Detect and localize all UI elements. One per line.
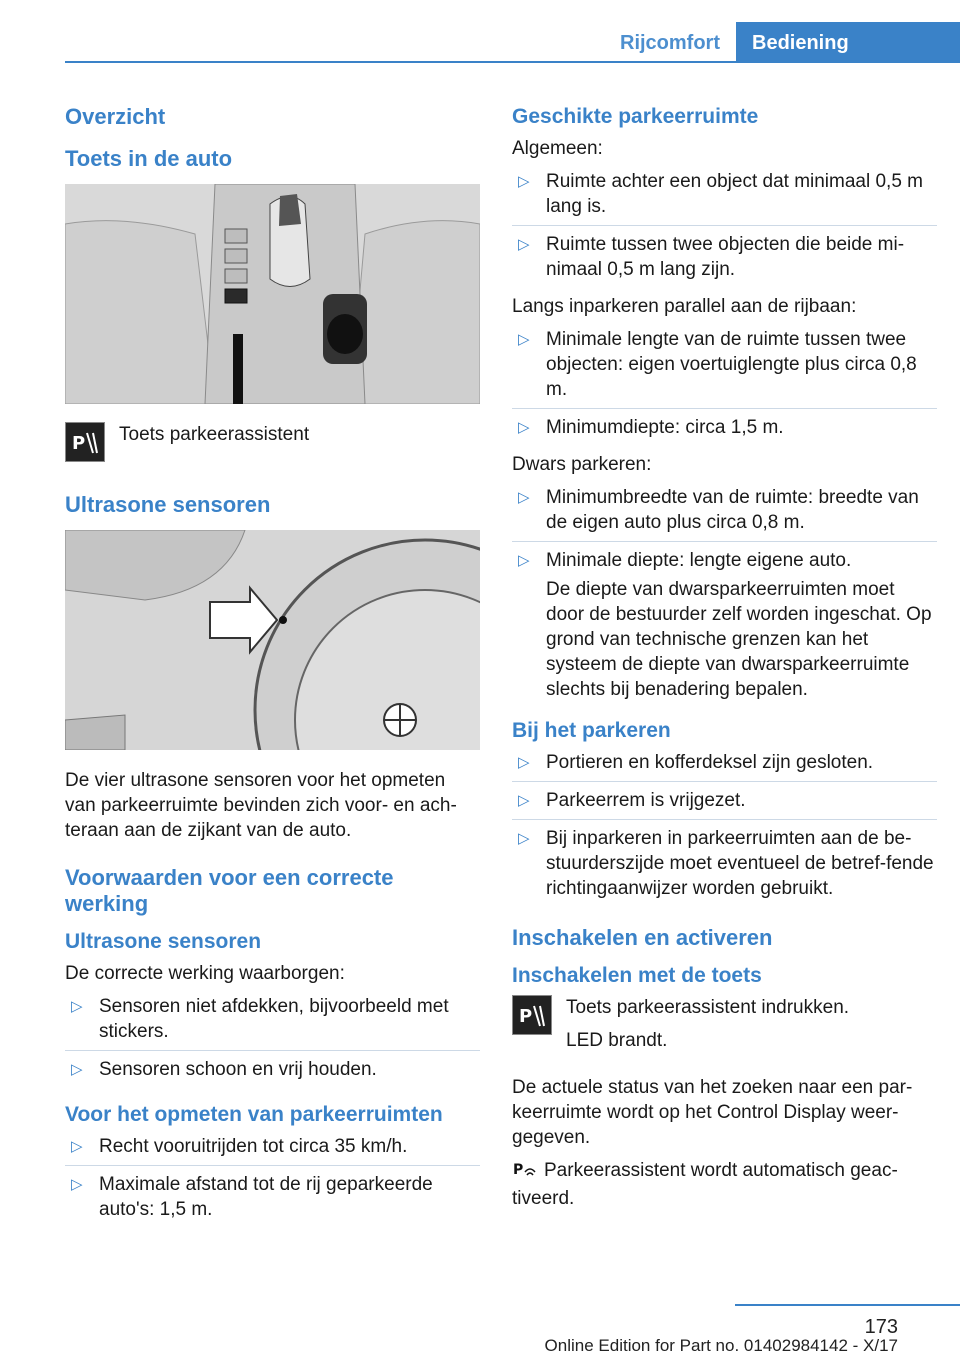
list-algemeen	[512, 169, 937, 288]
sensor-illustration	[65, 530, 480, 750]
triangle-bullet-icon: ▷	[518, 419, 530, 436]
triangle-bullet-icon: ▷	[71, 998, 83, 1015]
heading-inschakelen-activeren: Inschakelen en activeren	[512, 925, 773, 950]
toets-icon-row	[65, 422, 480, 462]
triangle-bullet-icon: ▷	[518, 754, 530, 771]
heading-inschakelen-met-toets: Inschakelen met de toets	[512, 964, 762, 987]
triangle-bullet-icon: ▷	[518, 830, 530, 847]
svg-text:P: P	[72, 433, 86, 454]
instruction-press: Toets parkeerassistent indrukken.	[566, 997, 850, 1018]
intro-correct: De correcte werking waarborgen:	[65, 963, 345, 984]
list-item: ▷ Parkeerrem is vrijgezet.	[512, 788, 937, 820]
heading-overzicht: Overzicht	[65, 104, 166, 129]
tab-rijcomfort[interactable]: Rijcomfort	[620, 32, 720, 54]
heading-geschikte-parkeerruimte: Geschikte parkeerruimte	[512, 105, 759, 128]
list-item: ▷ Minimumbreedte van de ruimte: breedte van de eigen auto plus circa 0,8 m.	[512, 485, 937, 542]
list-item: ▷ Minimumdiepte: circa 1,5 m.	[518, 417, 784, 438]
list-item: ▷ Minimale diepte: lengte eigene auto. De diepte van dwarsparkeerruimten moet door de bestuurder zelf worden ingeschat. Op grond van technische grenzen kan het systeem de diepte van dwarsparkeerruimte slechts bij benadering bepalen.	[512, 548, 937, 708]
tab-bediening[interactable]: Bediening	[736, 22, 960, 62]
heading-bij-het-parkeren: Bij het parkeren	[512, 719, 671, 742]
triangle-bullet-icon: ▷	[71, 1138, 83, 1155]
list-langs	[512, 327, 937, 446]
parking-assistant-button-icon	[65, 422, 105, 462]
list-item: ▷ Sensoren niet afdekken, bijvoorbeeld met stickers.	[65, 994, 480, 1051]
svg-text:P: P	[513, 1162, 524, 1178]
triangle-bullet-icon: ▷	[71, 1176, 83, 1193]
list-item: ▷ Sensoren schoon en vrij houden.	[71, 1059, 377, 1080]
list-item: ▷ Portieren en kofferdeksel zijn gesloten.	[512, 750, 937, 782]
list-opmeten	[65, 1134, 480, 1228]
footer-rule	[735, 1304, 960, 1306]
inschakelen-icon-row	[512, 995, 937, 1061]
list-item: ▷ Bij inparkeren in parkeerruimten aan de be-stuurderszijde moet eventueel de betref-fende richtingaanwijzer worden gebruikt.	[518, 828, 934, 899]
list-dwars	[512, 485, 937, 708]
list-item: ▷ Ruimte achter een object dat minimaal 0,5 m lang is.	[512, 169, 937, 226]
page-number: 173	[864, 1316, 898, 1338]
heading-opmeten: Voor het opmeten van parkeerruimten	[65, 1103, 443, 1126]
triangle-bullet-icon: ▷	[71, 1061, 83, 1078]
langs-label: Langs inparkeren parallel aan de rijbaan:	[512, 296, 857, 317]
triangle-bullet-icon: ▷	[518, 236, 530, 253]
triangle-bullet-icon: ▷	[518, 552, 530, 569]
instruction-led: LED brandt.	[566, 1030, 668, 1051]
inschakelen-instructions	[566, 995, 849, 1061]
heading-ultrasone-sensoren: Ultrasone sensoren	[65, 492, 271, 517]
triangle-bullet-icon: ▷	[518, 331, 530, 348]
status-text: De actuele status van het zoeken naar een par-keerruimte wordt op het Control Display weer-gegeven.	[512, 1077, 913, 1148]
dwars-note: De diepte van dwarsparkeerruimten moet door de bestuurder zelf worden ingeschat. Op grond van technische grenzen kan het systeem de diepte van dwarsparkeerruimte slechts bij benadering bepalen.	[546, 579, 932, 700]
parking-assistant-button-icon	[512, 995, 552, 1035]
triangle-bullet-icon: ▷	[518, 173, 530, 190]
sensor-description: De vier ultrasone sensoren voor het opmeten van parkeerruimte bevinden zich voor- en ach-teraan aan de zijkant van de auto.	[65, 770, 457, 841]
parking-assistant-symbol-icon	[512, 1159, 538, 1186]
list-item: ▷ Recht vooruitrijden tot circa 35 km/h.	[65, 1134, 480, 1166]
heading-toets-in-de-auto: Toets in de auto	[65, 146, 233, 171]
list-correct	[65, 994, 480, 1088]
right-column	[512, 98, 937, 1219]
svg-text:P: P	[519, 1006, 533, 1027]
triangle-bullet-icon: ▷	[518, 792, 530, 809]
console-illustration	[65, 184, 480, 404]
heading-voorwaarden: Voorwaarden voor een correcte werking	[65, 865, 394, 916]
list-item: ▷ Minimale lengte van de ruimte tussen twee objecten: eigen voertuiglengte plus circa 0,8 m.	[512, 327, 937, 409]
list-bij-parkeren	[512, 750, 937, 907]
auto-activated-line: P Parkeerassistent wordt automatisch geac-tiveerd.	[512, 1160, 898, 1209]
left-column	[65, 98, 480, 1234]
triangle-bullet-icon: ▷	[518, 489, 530, 506]
dwars-label: Dwars parkeren:	[512, 454, 652, 475]
toets-caption: Toets parkeerassistent	[119, 424, 310, 445]
list-item: ▷ Ruimte tussen twee objecten die beide mi-nimaal 0,5 m lang zijn.	[518, 234, 905, 280]
heading-ultrasone-sensoren-2: Ultrasone sensoren	[65, 930, 262, 953]
algemeen-label: Algemeen:	[512, 138, 603, 159]
edition-footer: Online Edition for Part no. 01402984142 - X/17	[544, 1336, 898, 1355]
list-item: ▷ Maximale afstand tot de rij geparkeerde auto's: 1,5 m.	[71, 1174, 433, 1220]
